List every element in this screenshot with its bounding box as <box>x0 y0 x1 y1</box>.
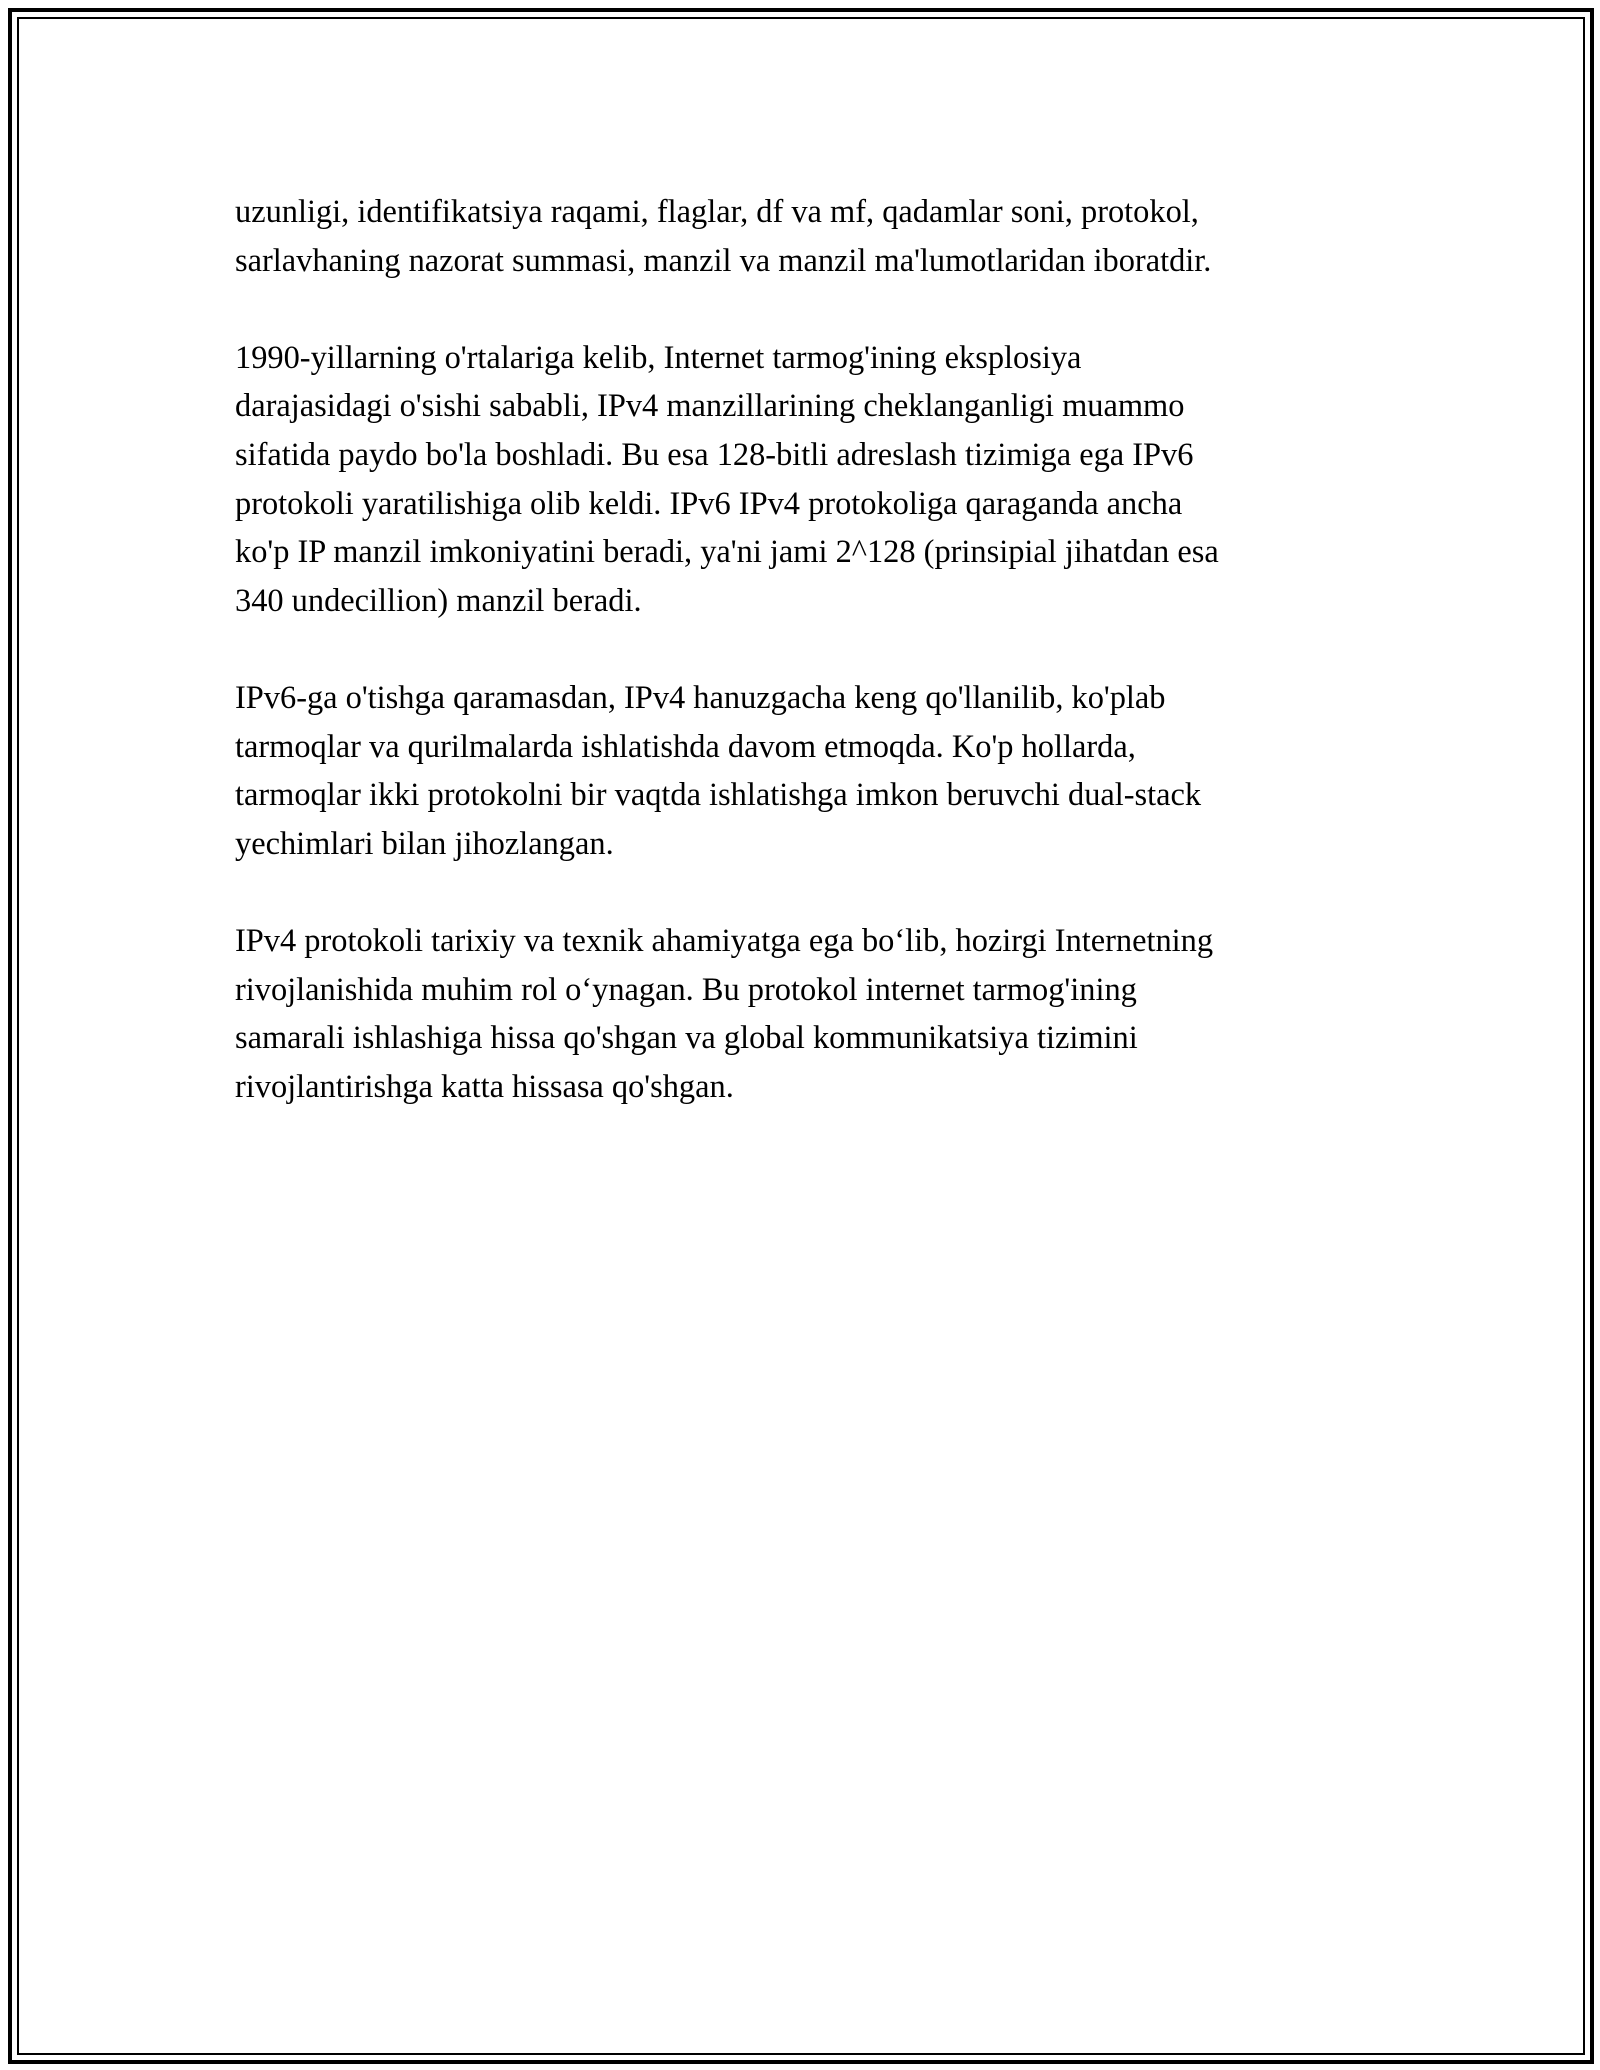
text-line: IPv6-ga o'tishga qaramasdan, IPv4 hanuzgacha keng qo'llanilib, ko'plab <box>235 679 1166 716</box>
text-line: 340 undecillion) manzil beradi. <box>235 582 642 619</box>
text-line: rivojlanishida muhim rol o‘ynagan. Bu protokol internet tarmog'ining <box>235 971 1137 1008</box>
text-line: rivojlantirishga katta hissasa qo'shgan. <box>235 1068 734 1105</box>
text-line: uzunligi, identifikatsiya raqami, flaglar, df va mf, qadamlar soni, protokol, <box>235 194 1199 230</box>
paragraph-ipv6-history <box>235 334 1360 626</box>
paragraph-ipv4-significance <box>235 917 1360 1111</box>
text-line: darajasidagi o'sishi sababli, IPv4 manzillarining cheklanganligi muammo <box>235 388 1185 425</box>
text-line: tarmoqlar ikki protokolni bir vaqtda ishlatishga imkon beruvchi dual-stack <box>235 777 1202 814</box>
paragraph-dual-stack <box>235 674 1360 868</box>
text-line: ko'p IP manzil imkoniyatini beradi, ya'ni jami 2^128 (prinsipial jihatdan esa <box>235 534 1219 571</box>
document-body <box>235 188 1360 1160</box>
text-line: IPv4 protokoli tarixiy va texnik ahamiyatga ega bo‘lib, hozirgi Internetning <box>235 922 1214 959</box>
text-line: samarali ishlashiga hissa qo'shgan va global kommunikatsiya tizimini <box>235 1020 1138 1057</box>
text-line: protokoli yaratilishiga olib keldi. IPv6 IPv4 protokoliga qaraganda ancha <box>235 485 1183 522</box>
text-line: sifatida paydo bo'la boshladi. Bu esa 128-bitli adreslash tizimiga ega IPv6 <box>235 436 1194 473</box>
text-line: sarlavhaning nazorat summasi, manzil va manzil ma'lumotlaridan iboratdir. <box>235 242 1212 279</box>
text-line: 1990-yillarning o'rtalariga kelib, Internet tarmog'ining eksplosiya <box>235 339 1082 376</box>
paragraph-header-fields <box>235 188 1360 285</box>
text-line: tarmoqlar va qurilmalarda ishlatishda davom etmoqda. Ko'p hollarda, <box>235 728 1136 765</box>
text-line: yechimlari bilan jihozlangan. <box>235 825 614 862</box>
